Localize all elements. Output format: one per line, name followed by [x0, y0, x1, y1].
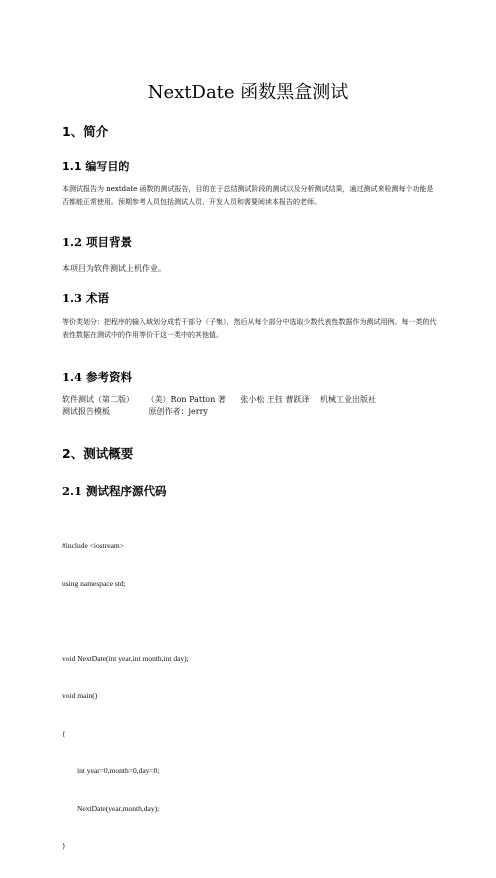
section-1-2-heading: 1.2 项目背景: [62, 235, 133, 249]
section-1-4-heading: 1.4 参考资料: [62, 370, 133, 384]
section-1-2-body: 本项目为软件测试上机作业。: [62, 264, 166, 273]
section-1-heading: 1、简介: [62, 124, 109, 139]
code-line: NextDate(year,month,day);: [62, 803, 160, 813]
section-2-heading: 2、测试概要: [62, 446, 134, 461]
code-line: #include <iostream>: [62, 541, 124, 550]
reference-title: 软件测试（第二版）: [62, 395, 134, 404]
source-code-block: [62, 515, 189, 878]
reference-translators: 张小松 王钰 曹跃译: [240, 395, 310, 404]
section-1-3-heading: 1.3 术语: [62, 291, 110, 305]
section-1-1-heading: 1.1 编写目的: [62, 160, 130, 173]
section-1-1-body: 本测试报告为 nextdate 函数的测试报告，目的在于总结测试阶段的测试以及分析测试结果，通过测试来检测每个功能是否都能正常使用。预期参考人员包括测试人员、开发人员和需要阅读本报告的老师。: [62, 185, 434, 206]
code-line: using namespace std;: [62, 578, 126, 588]
reference-publisher: 机械工业出版社: [320, 395, 377, 404]
section-2-1-heading: 2.1 测试程序源代码: [62, 484, 167, 498]
code-line: }: [62, 841, 66, 850]
code-line: void NextDate(int year,int month,int day);: [62, 653, 189, 663]
reference-item-2: [62, 406, 208, 417]
reference-item-1: [62, 394, 376, 405]
section-1-3-body: 等价类划分：把程序的输入域划分成若干部分（子集），然后从每个部分中选取少数代表性数据作为测试用例。每一类的代表性数据在测试中的作用等价于这一类中的其他值。: [62, 318, 437, 339]
code-line: [62, 615, 189, 628]
reference-title: 测试报告模板: [62, 407, 110, 416]
code-line: {: [62, 728, 66, 738]
reference-author: 原创作者：jerry: [148, 407, 208, 416]
reference-author: （美）Ron Patton 著: [146, 395, 226, 404]
code-line: void main(): [62, 691, 98, 700]
document-title: NextDate 函数黑盒测试: [147, 82, 349, 103]
code-line: int year=0,month=0,day=0;: [62, 766, 160, 775]
